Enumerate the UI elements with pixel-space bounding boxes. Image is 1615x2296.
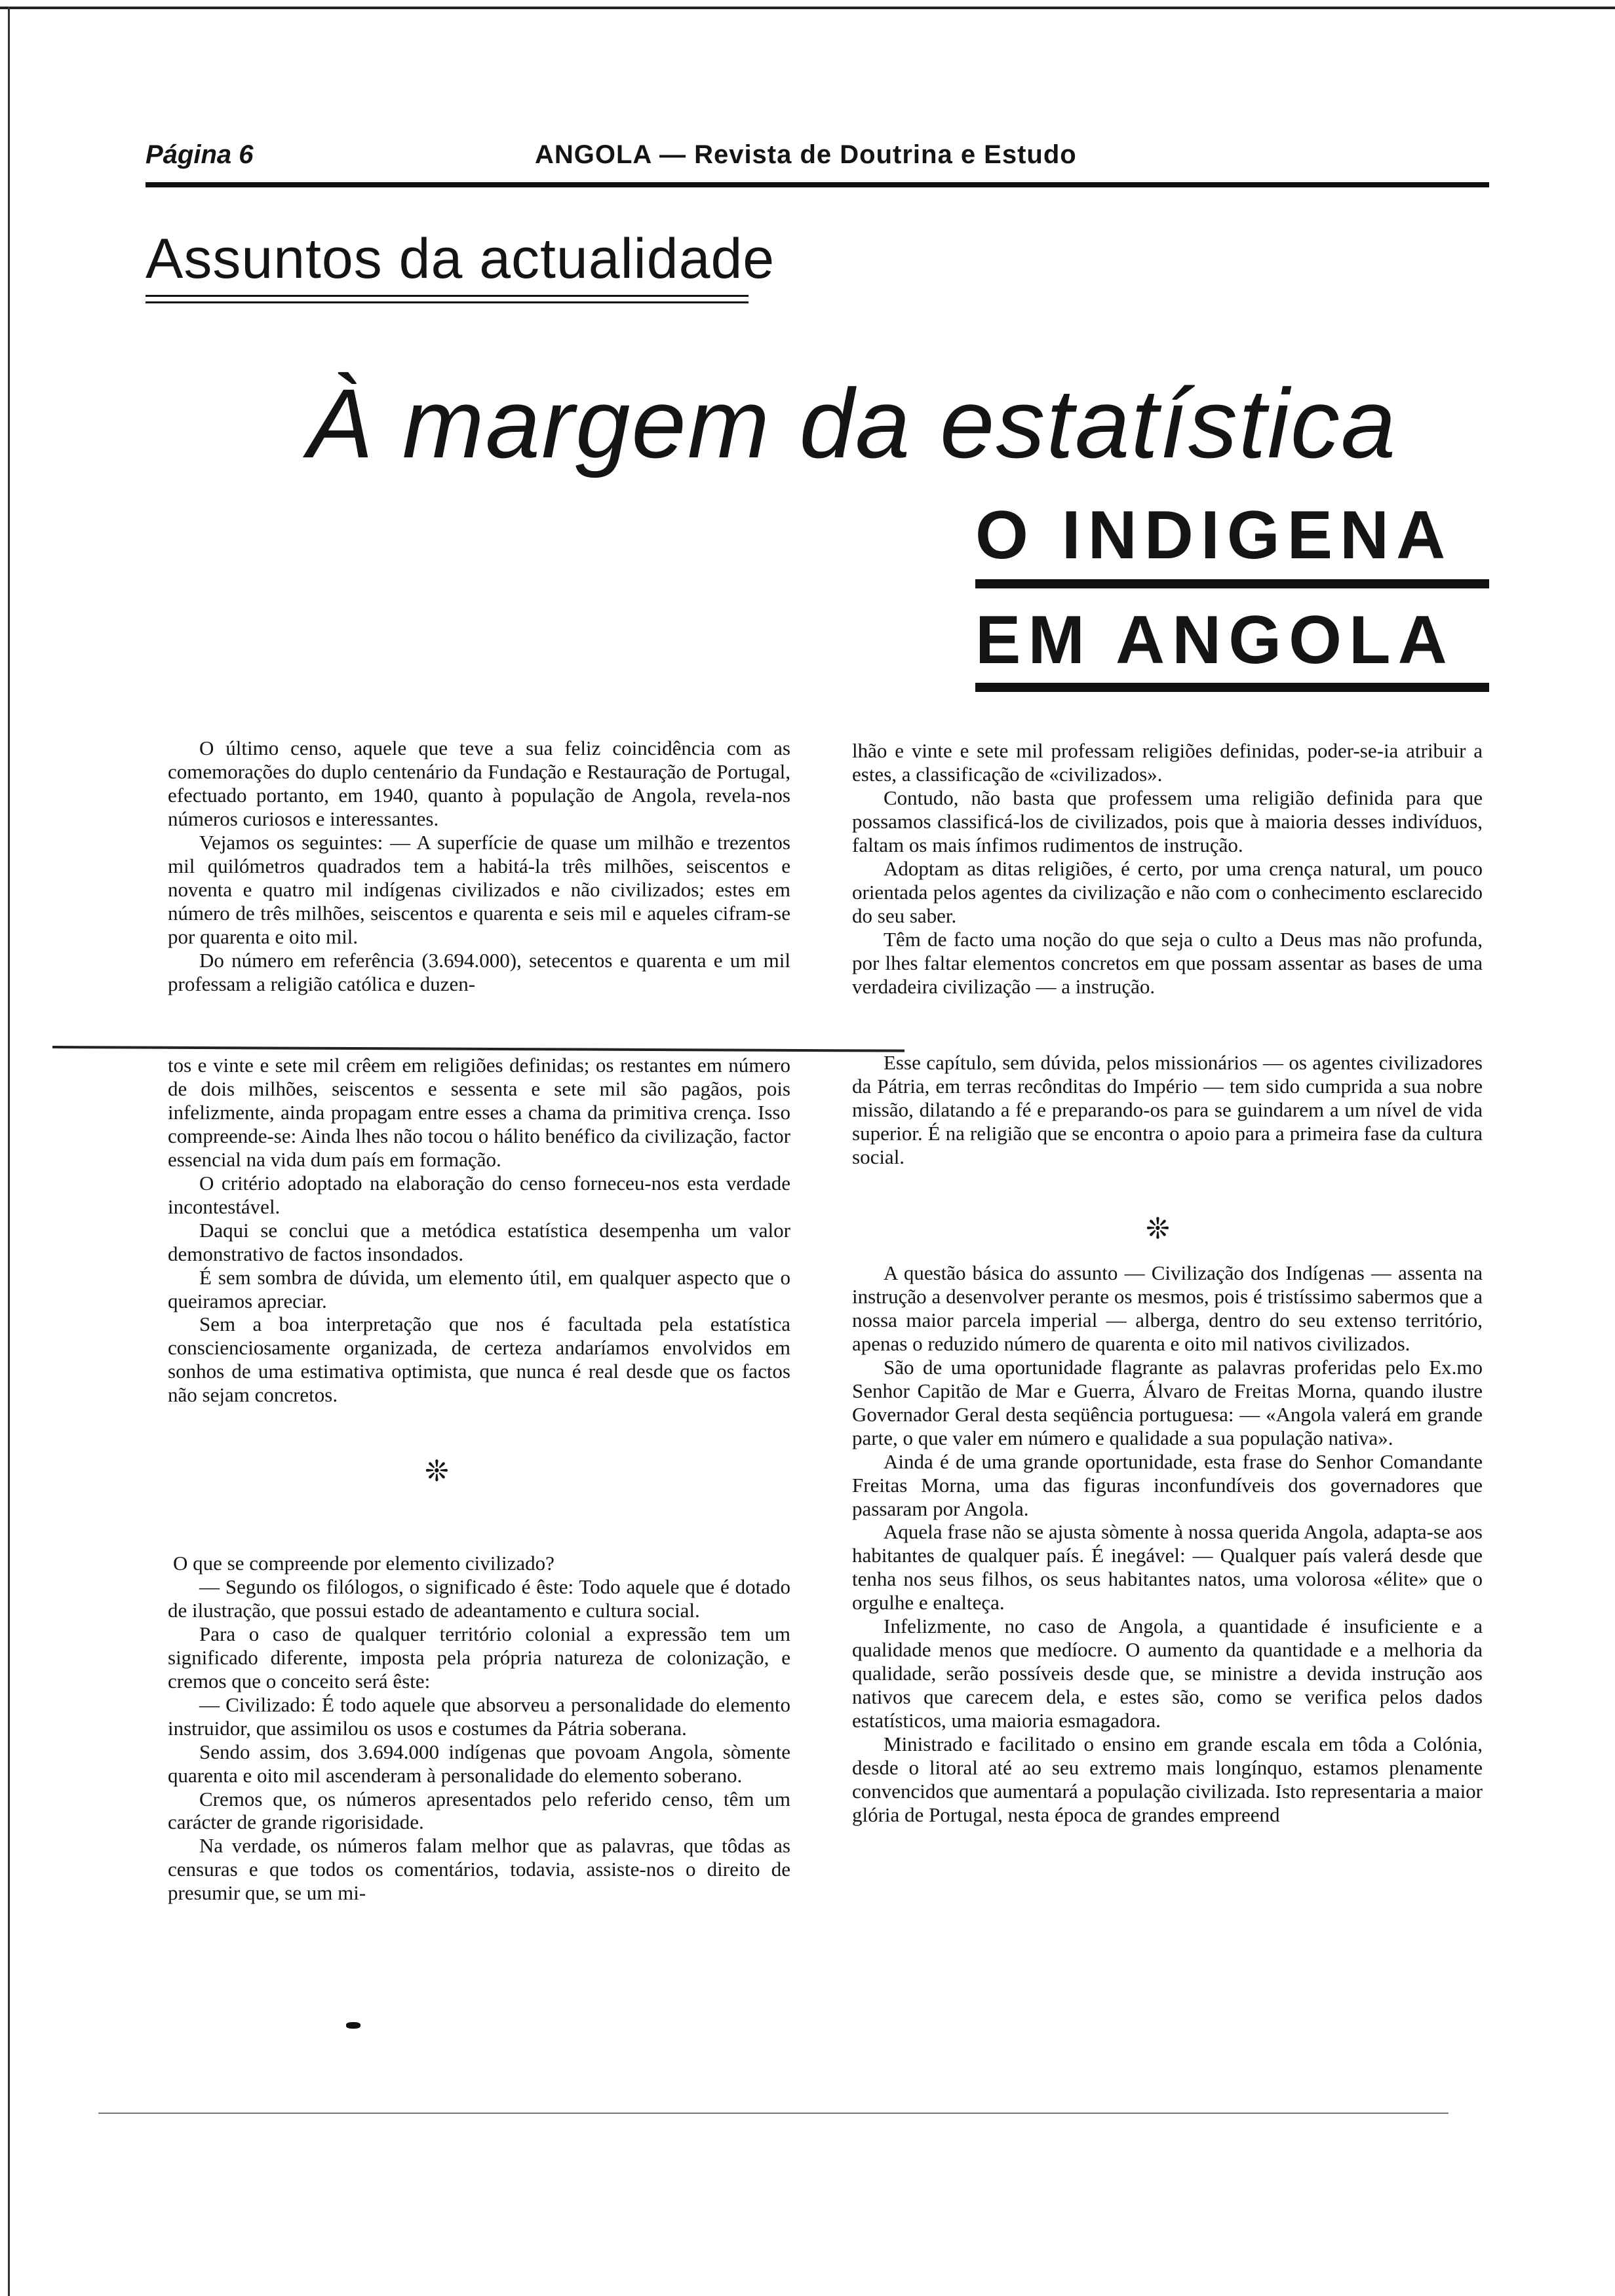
paragraph: — Civilizado: É todo aquele que absorveu a personalidade do elemento instruidor, que assimilou os usos e costumes da Pátria soberana. (168, 1693, 790, 1740)
paragraph: Contudo, não basta que professem uma religião definida para que possamos classificá-los de civilizados, pois que à maioria desses indivíduos, faltam os mais ínfimos rudimentos de instrução. (852, 786, 1483, 856)
end-mark (346, 2022, 360, 2029)
article-title: À margem da estatística (307, 368, 1397, 478)
section-title: Assuntos da actualidade (146, 227, 775, 290)
paragraph: Sendo assim, dos 3.694.000 indígenas que povoam Angola, sòmente quarenta e oito mil ascenderam à personalidade do elemento soberano. (168, 1740, 790, 1787)
paragraph: O que se compreende por elemento civilizado? (173, 1552, 555, 1575)
right-column-block-3 (852, 1261, 1483, 1827)
paragraph: Têm de facto uma noção do que seja o culto a Deus mas não profunda, por lhes faltar elementos concretos em que possam assentar as bases de uma verdadeira civilização — a instrução. (852, 927, 1483, 998)
paragraph: tos e vinte e sete mil crêem em religiões definidas; os restantes em número de dois milhões, seiscentos e sessenta e sete mil são pagãos, pois infelizmente, ainda propagam entre esses a chama da primitiva crença. Isso compreende-se: Ainda lhes não tocou o hálito benéfico da civilização, factor essencial na vida dum país em formação. (168, 1054, 790, 1171)
paragraph: É sem sombra de dúvida, um elemento útil, em qualquer aspecto que o queiramos apreciar. (168, 1265, 790, 1312)
paragraph: Do número em referência (3.694.000), setecentos e quarenta e um mil professam a religião católica e duzen- (168, 948, 790, 995)
ornament-icon: ❊ (425, 1455, 449, 1488)
paragraph: Esse capítulo, sem dúvida, pelos missionários — os agentes civilizadores da Pátria, em terras recônditas do Império — tem sido cumprida a sua nobre missão, dilatando a fé e preparando-os para se guindarem a um nível de vida superior. É na religião que se encontra o apoio para a primeira fase da cultura social. (852, 1051, 1483, 1168)
paragraph: A questão básica do assunto — Civilização dos Indígenas — assenta na instrução a desenvolver perante os mesmos, pois é tristíssimo sabermos que a nossa maior parcela imperial — alberga, dentro do seu extenso território, apenas o reduzido número de quarenta e oito mil nativos civilizados. (852, 1261, 1483, 1355)
paragraph: Para o caso de qualquer território colonial a expressão tem um significado diferente, imposta pela própria natureza de colonização, e cremos que o conceito será êste: (168, 1622, 790, 1693)
left-column-block-3 (168, 1552, 790, 1905)
header-rule (146, 182, 1489, 187)
paragraph: Ainda é de uma grande oportunidade, esta frase do Senhor Comandante Freitas Morna, uma das figuras inconfundíveis dos governadores que passaram por Angola. (852, 1449, 1483, 1520)
right-column-block-1 (852, 739, 1483, 998)
paragraph: Vejamos os seguintes: — A superfície de quase um milhão e trezentos mil quilómetros quadrados tem a habitá-la três milhões, seiscentos e noventa e quatro mil indígenas civilizados e não civilizados; estes em número de três milhões, seiscentos e quarenta e seis mil e aqueles cifram-se por quarenta e oito mil. (168, 830, 790, 948)
paragraph: Sem a boa interpretação que nos é facultada pela estatística conscienciosamente organizada, de certeza andaríamos envolvidos em sonhos de uma estimativa optimista, que nunca é real desde que os factos não sejam concretos. (168, 1312, 790, 1407)
bottom-rule (98, 2113, 1449, 2114)
left-column-block-1 (168, 737, 790, 995)
journal-title: ANGOLA — Revista de Doutrina e Estudo (535, 140, 1077, 169)
paste-seam-line (52, 1046, 905, 1052)
running-head (146, 140, 1489, 173)
page-number: Página 6 (146, 140, 254, 169)
section-underline (146, 301, 749, 303)
paragraph: Na verdade, os números falam melhor que as palavras, que tôdas as censuras e que todos os comentários, todavia, assiste-nos o direito de presumir que, se um mi- (168, 1834, 790, 1905)
paragraph: O critério adoptado na elaboração do censo forneceu-nos esta verdade incontestável. (168, 1171, 790, 1218)
article-subtitle-line2: EM ANGOLA (975, 602, 1454, 678)
article-subtitle-line1: O INDIGENA (975, 497, 1453, 573)
paragraph: Infelizmente, no caso de Angola, a quantidade é insuficiente e a qualidade menos que medíocre. O aumento da quantidade e a melhoria da qualidade, serão possíveis desde que, se ministre a devida instrução aos nativos que carecem dela, e estes são, como se verifica pelos dados estatísticos, uma maioria esmagadora. (852, 1615, 1483, 1732)
right-column-block-2 (852, 1051, 1483, 1169)
paragraph: São de uma oportunidade flagrante as palavras proferidas pelo Ex.mo Senhor Capitão de Mar e Guerra, Álvaro de Freitas Morna, quando ilustre Governador Geral desta seqüência portuguesa: — «Angola valerá em grande parte, o que valer em número e qualidade a sua população nativa». (852, 1355, 1483, 1449)
paragraph: O último censo, aquele que teve a sua feliz coincidência com as comemorações do duplo centenário da Fundação e Restauração de Portugal, efectuado portanto, em 1940, quanto à população de Angola, revela-nos números curiosos e interessantes. (168, 737, 790, 830)
paragraph: Daqui se conclui que a metódica estatística desempenha um valor demonstrativo de factos insondados. (168, 1218, 790, 1265)
page-border-top (0, 7, 1615, 9)
left-column-block-2 (168, 1054, 790, 1407)
page-border-left (8, 7, 10, 2296)
section-underline (146, 295, 749, 297)
paragraph: — Segundo os filólogos, o significado é êste: Todo aquele que é dotado de ilustração, que possui estado de adeantamento e cultura social. (168, 1575, 790, 1622)
ornament-icon: ❊ (1146, 1212, 1170, 1246)
paragraph: Cremos que, os números apresentados pelo referido censo, têm um carácter de grande rigorisidade. (168, 1787, 790, 1834)
subtitle-rule (975, 579, 1489, 588)
paragraph: Adoptam as ditas religiões, é certo, por uma crença natural, um pouco orientada pelos agentes da civilização e não com o conhecimento esclarecido do seu saber. (852, 856, 1483, 927)
paragraph: lhão e vinte e sete mil professam religiões definidas, poder-se-ia atribuir a estes, a classificação de «civilizados». (852, 739, 1483, 786)
paragraph: Ministrado e facilitado o ensino em grande escala em tôda a Colónia, desde o litoral até ao seu extremo mais longínquo, estamos plenamente convencidos que aumentará a população civilizada. Isto representaria a maior glória de Portugal, nesta época de grandes empreend (852, 1732, 1483, 1826)
subtitle-rule (975, 683, 1489, 692)
paragraph: Aquela frase não se ajusta sòmente à nossa querida Angola, adapta-se aos habitantes de qualquer país. É inegável: — Qualquer país valerá desde que tenha nos seus filhos, os seus habitantes natos, uma volorosa «élite» que o orgulhe e enalteça. (852, 1520, 1483, 1615)
